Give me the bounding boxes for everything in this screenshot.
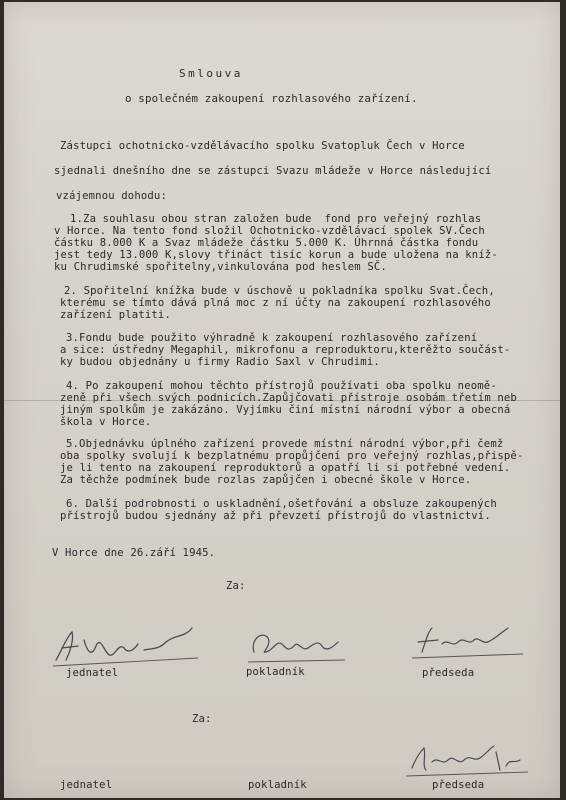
document-page — [4, 2, 560, 798]
signature-predseda-2 — [402, 740, 532, 780]
clause-5-line-4: Za těchže podmínek bude rozlas zapůjčen i obecné škole v Horce. — [60, 474, 472, 486]
clause-3-line-2: a sice: ústředny Megaphil, mikrofonu a reproduktoru,kterěžto součást- — [60, 344, 511, 356]
clause-2-line-3: zařízení platiti. — [60, 309, 171, 321]
intro-line-3: vzájemnou dohodu: — [56, 190, 167, 202]
signature-jednatel — [48, 620, 198, 670]
clause-5-line-3: je li tento na zakoupení reproduktorů a opatří li si potřebné vedení. — [60, 462, 511, 474]
clause-4-line-3: jiným spolkům je zakázáno. Vyjímku činí místní národní výbor a obecná — [60, 404, 511, 416]
sign-label-pokladnik-1: pokladník — [246, 666, 305, 678]
place-date: V Horce dne 26.září 1945. — [52, 547, 216, 559]
clause-3-line-1: 3.Fondu bude použito výhradně k zakoupení rozhlasového zařízení — [66, 332, 478, 344]
clause-4-line-2: zeně při všech svých podnicích.Zapůjčovati přístroje osobám třetím neb — [60, 392, 517, 404]
clause-2-line-1: 2. Spořitelní knížka bude v úschově u pokladníka spolku Svat.Čech, — [64, 285, 495, 297]
clause-6-line-1: 6. Další podrobnosti o uskladnění,ošetřování a obsluze zakoupených — [66, 498, 497, 510]
clause-5-line-1: 5.Objednávku úplného zařízení provede místní národní výbor,při čemž — [66, 438, 504, 450]
sign-label-jednatel-2: jednatel — [60, 779, 113, 791]
clause-1-line-1: 1.Za souhlasu obou stran založen bude fond pro veřejný rozhlas — [70, 213, 482, 225]
sign-label-predseda-2: předseda — [432, 779, 485, 791]
intro-line-1: Zástupci ochotnicko-vzdělávacího spolku Svatopluk Čech v Horce — [60, 140, 465, 152]
sign-label-pokladnik-2: pokladník — [248, 779, 307, 791]
clause-1-line-4: jest tedy 13.000 K,slovy třináct tisíc korun a bude uložena na kníž- — [54, 249, 498, 261]
signature-pokladnik — [240, 622, 350, 666]
clause-4-line-1: 4. Po zakoupení mohou těchto přístrojů používati oba spolku neomě- — [66, 380, 497, 392]
clause-1-line-5: ku Chrudimské spořitelny,vinkulována pod heslem SČ. — [54, 261, 387, 273]
clause-4-line-4: škola v Horce. — [60, 416, 152, 428]
intro-line-2: sjednali dnešního dne se zástupci Svazu mládeže v Horce následující — [54, 165, 492, 177]
document-subtitle: o společném zakoupení rozhlasového zařízení. — [125, 92, 418, 105]
signature-predseda — [408, 618, 528, 664]
clause-1-line-2: v Horce. Na tento fond složil Ochotnicko-vzdělávací spolek SV.Čech — [54, 225, 485, 237]
sign-label-jednatel-1: jednatel — [66, 667, 119, 679]
clause-5-line-2: oba spolky svolují k bezplatnému propůjčení pro veřejný rozhlas,přispě- — [60, 450, 524, 462]
signatures-za-label-1: Za: — [226, 580, 246, 592]
clause-6-line-2: přístrojů budou sjednány až při převzetí přístrojů do vlastnictví. — [60, 510, 491, 522]
document-title: Smlouva — [179, 67, 243, 80]
clause-1-line-3: částku 8.000 K a Svaz mládeže částku 5.000 K. Úhrnná částka fondu — [54, 237, 479, 249]
clause-2-line-2: kterému se tímto dává plná moc z ní účty na zakoupení rozhlasového — [60, 297, 491, 309]
signatures-za-label-2: Za: — [192, 713, 212, 725]
clause-3-line-3: ky budou objednány u firmy Radio Saxl v Chrudimi. — [60, 356, 380, 368]
sign-label-predseda-1: předseda — [422, 667, 475, 679]
